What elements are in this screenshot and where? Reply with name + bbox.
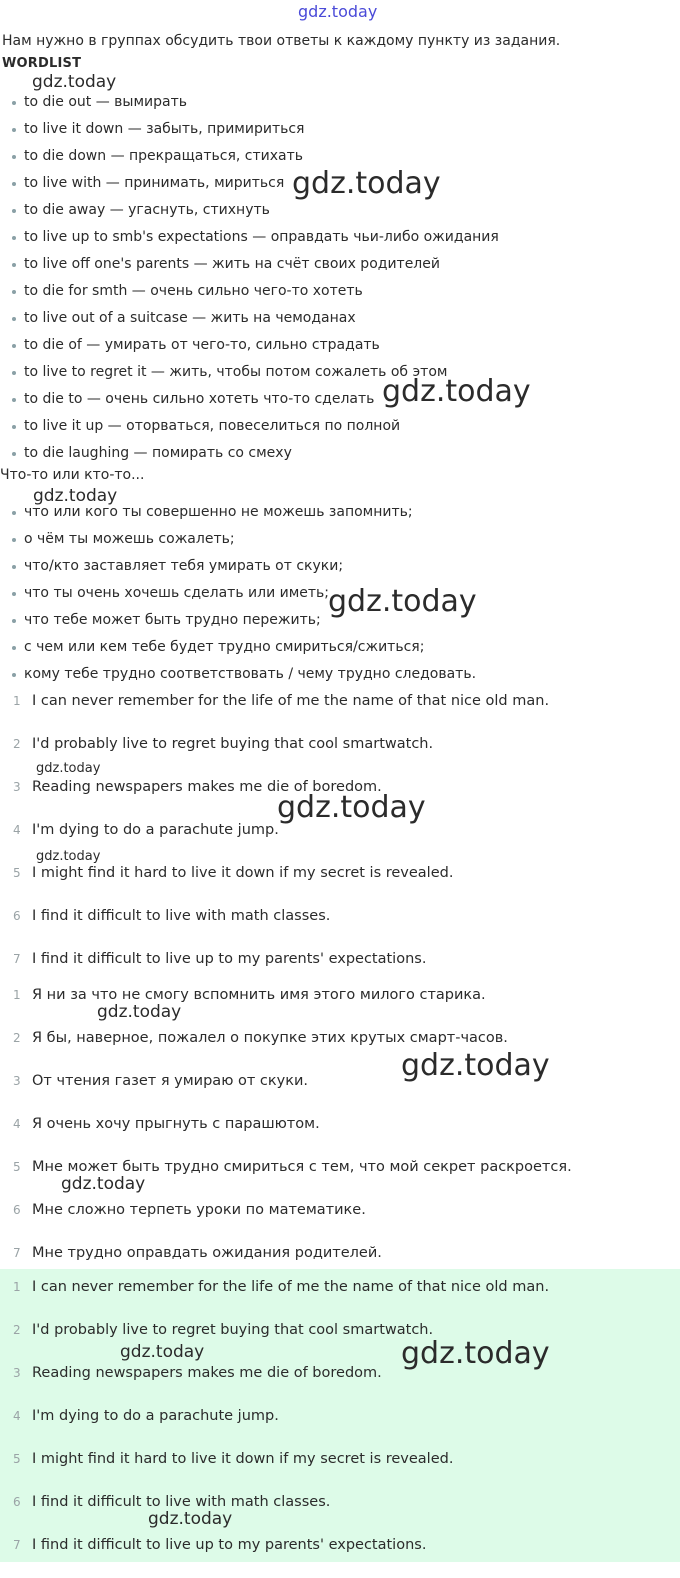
bullet-icon bbox=[12, 236, 16, 240]
bullet-icon bbox=[12, 452, 16, 456]
answer-item bbox=[0, 1200, 680, 1243]
intro-text: Нам нужно в группах обсудить твои ответы к каждому пункту из задания. bbox=[2, 33, 561, 49]
answer-number: 4 bbox=[13, 1409, 21, 1423]
answer-item bbox=[0, 863, 680, 906]
watermark: gdz.today bbox=[401, 1048, 550, 1083]
answer-text: I'd probably live to regret buying that cool smartwatch. bbox=[32, 736, 434, 752]
bullet-icon bbox=[12, 673, 16, 677]
wordlist-item: to die laughing — помирать со смеху bbox=[0, 440, 499, 467]
wordlist-item: to die away — угаснуть, стихнуть bbox=[0, 197, 499, 224]
answer-number: 7 bbox=[13, 1538, 21, 1552]
wordlist-item: to live to regret it — жить, чтобы потом сожалеть об этом bbox=[0, 359, 499, 386]
wordlist-item: to die down — прекращаться, стихать bbox=[0, 143, 499, 170]
prompt-item: кому тебе трудно соответствовать / чему трудно следовать. bbox=[0, 661, 476, 688]
bullet-icon bbox=[12, 317, 16, 321]
answer-item bbox=[0, 1363, 680, 1406]
watermark: gdz.today bbox=[61, 1174, 146, 1194]
answers-english bbox=[0, 691, 680, 992]
wordlist-heading: WORDLIST bbox=[2, 56, 82, 71]
answer-text: Мне трудно оправдать ожидания родителей. bbox=[32, 1245, 382, 1261]
wordlist-item: to die for smth — очень сильно чего-то хотеть bbox=[0, 278, 499, 305]
prompt-item: что тебе может быть трудно пережить; bbox=[0, 607, 476, 634]
watermark: gdz.today bbox=[120, 1342, 205, 1362]
answers-highlighted bbox=[0, 1277, 680, 1578]
answer-text: I find it difficult to live with math classes. bbox=[32, 908, 331, 924]
prompts-heading: Что-то или кто-то... bbox=[0, 467, 145, 483]
wordlist-item: to die out — вымирать bbox=[0, 89, 499, 116]
watermark: gdz.today bbox=[33, 486, 118, 506]
answer-number: 7 bbox=[13, 1246, 21, 1260]
watermark: gdz.today bbox=[97, 1002, 182, 1022]
answer-item bbox=[0, 734, 680, 777]
bullet-icon bbox=[12, 565, 16, 569]
answer-item bbox=[0, 1535, 680, 1578]
answer-text: Мне сложно терпеть уроки по математике. bbox=[32, 1202, 366, 1218]
answer-text: Reading newspapers makes me die of boredom. bbox=[32, 779, 382, 795]
answer-number: 3 bbox=[13, 1074, 21, 1088]
answer-item bbox=[0, 820, 680, 863]
watermark: gdz.today bbox=[382, 374, 531, 409]
watermark: gdz.today bbox=[36, 761, 101, 776]
wordlist-item: to live with — принимать, мириться bbox=[0, 170, 499, 197]
wordlist-item: to die to — очень сильно хотеть что-то сделать bbox=[0, 386, 499, 413]
answer-text: Я ни за что не смогу вспомнить имя этого милого старика. bbox=[32, 987, 486, 1003]
answer-number: 2 bbox=[13, 737, 21, 751]
bullet-icon bbox=[12, 182, 16, 186]
answer-text: Я очень хочу прыгнуть с парашютом. bbox=[32, 1116, 320, 1132]
bullet-icon bbox=[12, 101, 16, 105]
answer-number: 5 bbox=[13, 1160, 21, 1174]
wordlist-item: to live off one's parents — жить на счёт своих родителей bbox=[0, 251, 499, 278]
watermark: gdz.today bbox=[292, 166, 441, 201]
answer-text: I can never remember for the life of me the name of that nice old man. bbox=[32, 1279, 550, 1295]
answer-number: 6 bbox=[13, 909, 21, 923]
answer-item bbox=[0, 906, 680, 949]
bullet-icon bbox=[12, 155, 16, 159]
answer-text: I'd probably live to regret buying that cool smartwatch. bbox=[32, 1322, 434, 1338]
prompt-item: с чем или кем тебе будет трудно смириться/сжиться; bbox=[0, 634, 476, 661]
prompt-item: что/кто заставляет тебя умирать от скуки; bbox=[0, 553, 476, 580]
bullet-icon bbox=[12, 263, 16, 267]
answer-number: 3 bbox=[13, 1366, 21, 1380]
bullet-icon bbox=[12, 398, 16, 402]
answer-item bbox=[0, 1071, 680, 1114]
answer-text: I find it difficult to live up to my parents' expectations. bbox=[32, 1537, 427, 1553]
bullet-icon bbox=[12, 511, 16, 515]
wordlist-item: to live out of a suitcase — жить на чемоданах bbox=[0, 305, 499, 332]
wordlist-item: to die of — умирать от чего-то, сильно страдать bbox=[0, 332, 499, 359]
wordlist-item: to live it up — оторваться, повеселиться по полной bbox=[0, 413, 499, 440]
bullet-icon bbox=[12, 209, 16, 213]
answer-text: Я бы, наверное, пожалел о покупке этих крутых смарт-часов. bbox=[32, 1030, 508, 1046]
answer-text: I can never remember for the life of me the name of that nice old man. bbox=[32, 693, 550, 709]
prompt-item: о чём ты можешь сожалеть; bbox=[0, 526, 476, 553]
answer-number: 4 bbox=[13, 1117, 21, 1131]
watermark: gdz.today bbox=[277, 790, 426, 825]
watermark: gdz.today bbox=[401, 1336, 550, 1371]
answer-text: Reading newspapers makes me die of boredom. bbox=[32, 1365, 382, 1381]
answer-text: От чтения газет я умираю от скуки. bbox=[32, 1073, 309, 1089]
answer-text: I find it difficult to live up to my parents' expectations. bbox=[32, 951, 427, 967]
bullet-icon bbox=[12, 619, 16, 623]
answer-text: I might find it hard to live it down if my secret is revealed. bbox=[32, 865, 454, 881]
bullet-icon bbox=[12, 344, 16, 348]
watermark: gdz.today bbox=[32, 72, 117, 92]
answer-item bbox=[0, 1277, 680, 1320]
bullet-icon bbox=[12, 290, 16, 294]
answer-item bbox=[0, 1114, 680, 1157]
answer-item bbox=[0, 1406, 680, 1449]
answer-number: 6 bbox=[13, 1495, 21, 1509]
watermark: gdz.today bbox=[328, 584, 477, 619]
answer-text: Мне может быть трудно смириться с тем, что мой секрет раскроется. bbox=[32, 1159, 572, 1175]
bullet-icon bbox=[12, 425, 16, 429]
answer-number: 1 bbox=[13, 1280, 21, 1294]
answer-number: 2 bbox=[13, 1323, 21, 1337]
watermark-top: gdz.today bbox=[298, 2, 378, 21]
wordlist bbox=[0, 89, 499, 467]
answer-item bbox=[0, 1320, 680, 1363]
answer-number: 3 bbox=[13, 780, 21, 794]
answer-text: I'm dying to do a parachute jump. bbox=[32, 822, 279, 838]
prompt-item: что ты очень хочешь сделать или иметь; bbox=[0, 580, 476, 607]
answer-text: I find it difficult to live with math classes. bbox=[32, 1494, 331, 1510]
bullet-icon bbox=[12, 538, 16, 542]
answer-item bbox=[0, 1492, 680, 1535]
wordlist-item: to live it down — забыть, примириться bbox=[0, 116, 499, 143]
answer-number: 2 bbox=[13, 1031, 21, 1045]
answer-number: 4 bbox=[13, 823, 21, 837]
wordlist-item: to live up to smb's expectations — оправдать чьи-либо ожидания bbox=[0, 224, 499, 251]
answer-number: 6 bbox=[13, 1203, 21, 1217]
answer-item bbox=[0, 1028, 680, 1071]
bullet-icon bbox=[12, 646, 16, 650]
watermark: gdz.today bbox=[36, 849, 101, 864]
answer-text: I might find it hard to live it down if my secret is revealed. bbox=[32, 1451, 454, 1467]
watermark: gdz.today bbox=[148, 1509, 233, 1529]
prompt-item: что или кого ты совершенно не можешь запомнить; bbox=[0, 499, 476, 526]
answer-number: 1 bbox=[13, 694, 21, 708]
answer-number: 7 bbox=[13, 952, 21, 966]
bullet-icon bbox=[12, 371, 16, 375]
answer-number: 1 bbox=[13, 988, 21, 1002]
answer-item bbox=[0, 691, 680, 734]
answers-russian bbox=[0, 985, 680, 1286]
bullet-icon bbox=[12, 128, 16, 132]
answer-number: 5 bbox=[13, 866, 21, 880]
bullet-icon bbox=[12, 592, 16, 596]
answer-text: I'm dying to do a parachute jump. bbox=[32, 1408, 279, 1424]
answer-item bbox=[0, 1449, 680, 1492]
answer-number: 5 bbox=[13, 1452, 21, 1466]
